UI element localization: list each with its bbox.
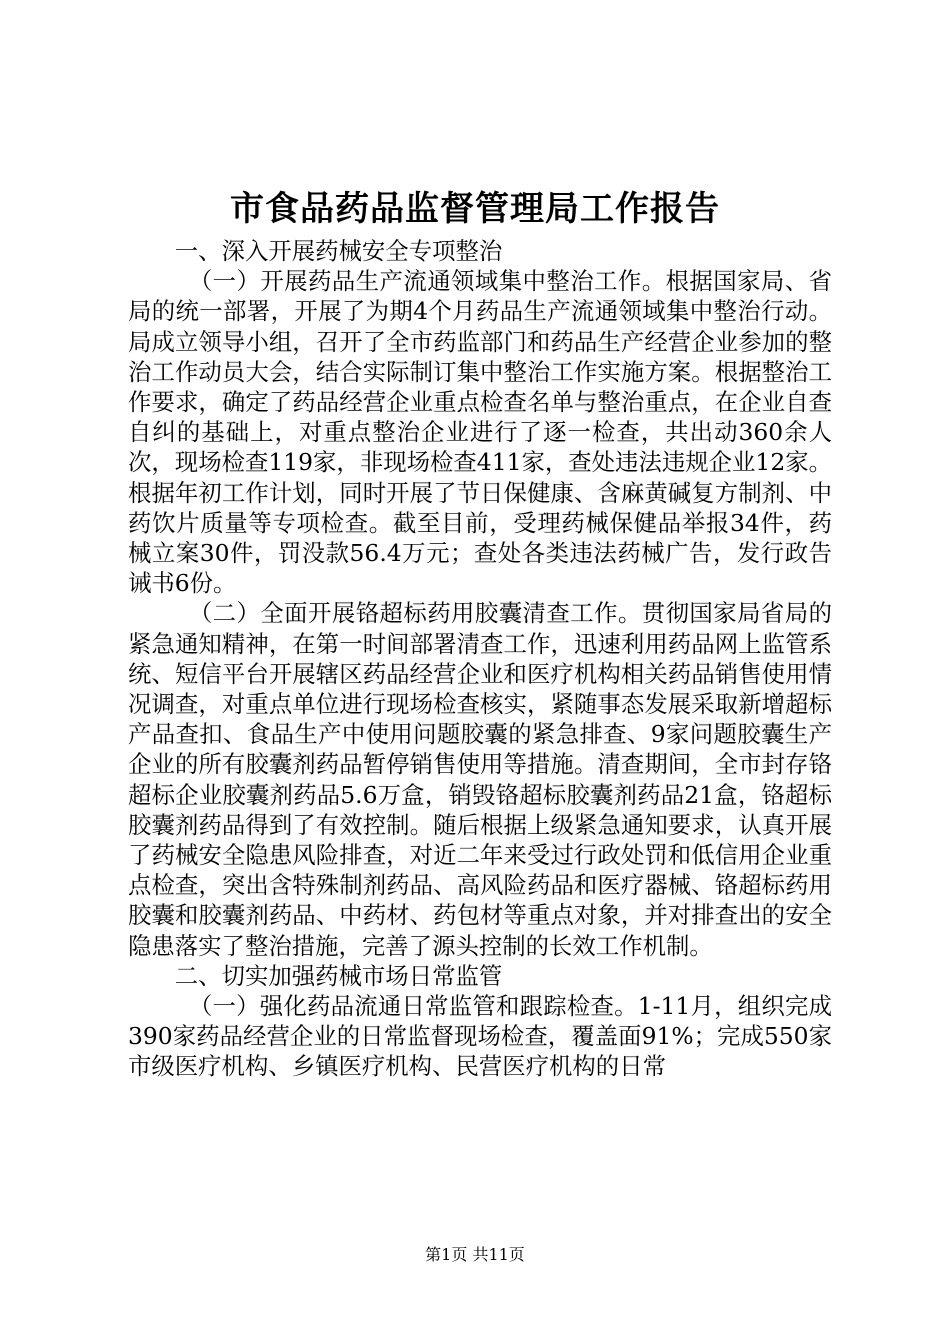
- document-title: 市食品药品监督管理局工作报告: [230, 189, 720, 229]
- document-body: [128, 236, 832, 1082]
- page-footer: 第1页 共11页: [425, 1245, 525, 1264]
- section-heading-1: 一、深入开展药械安全专项整治: [174, 237, 503, 265]
- paragraph-2: （二）全面开展铬超标药用胶囊清查工作。贯彻国家局省局的紧急通知精神，在第一时间部署清查工作，迅速利用药品网上监管系统、短信平台开展辖区药品经营企业和医疗机构相关药品销售使用情况调查，对重点单位进行现场检查核实，紧随事态发展采取新增超标产品查扣、食品生产中使用问题胶囊的紧急排查、9家问题胶囊生产企业的所有胶囊剂药品暂停销售使用等措施。清查期间，全市封存铬超标企业胶囊剂药品5.6万盒，销毁铬超标胶囊剂药品21盒，铬超标胶囊剂药品得到了有效控制。随后根据上级紧急通知要求，认真开展了药械安全隐患风险排查，对近二年来受过行政处罚和低信用企业重点检查，突出含特殊制剂药品、高风险药品和医疗器械、铬超标药用胶囊和胶囊剂药品、中药材、药包材等重点对象，并对排查出的安全隐患落实了整治措施，完善了源头控制的长效工作机制。: [128, 599, 832, 960]
- paragraph-3: （一）强化药品流通日常监管和跟踪检查。1-11月，组织完成390家药品经营企业的日常监督现场检查，覆盖面91%；完成550家市级医疗机构、乡镇医疗机构、民营医疗机构的日常: [128, 992, 832, 1081]
- paragraph-1: （一）开展药品生产流通领域集中整治工作。根据国家局、省局的统一部署，开展了为期4个月药品生产流通领域集中整治行动。局成立领导小组，召开了全市药监部门和药品生产经营企业参加的整治工作动员大会，结合实际制订集中整治工作实施方案。根据整治工作要求，确定了药品经营企业重点检查名单与整治重点，在企业自查自纠的基础上，对重点整治企业进行了逐一检查，共出动360余人次，现场检查119家，非现场检查411家，查处违法违规企业12家。根据年初工作计划，同时开展了节日保健康、含麻黄碱复方制剂、中药饮片质量等专项检查。截至目前，受理药械保健品举报34件，药械立案30件，罚没款56.4万元；查处各类违法药械广告，发行政告诫书6份。: [128, 267, 832, 598]
- section-heading-2: 二、切实加强药械市场日常监管: [174, 961, 503, 990]
